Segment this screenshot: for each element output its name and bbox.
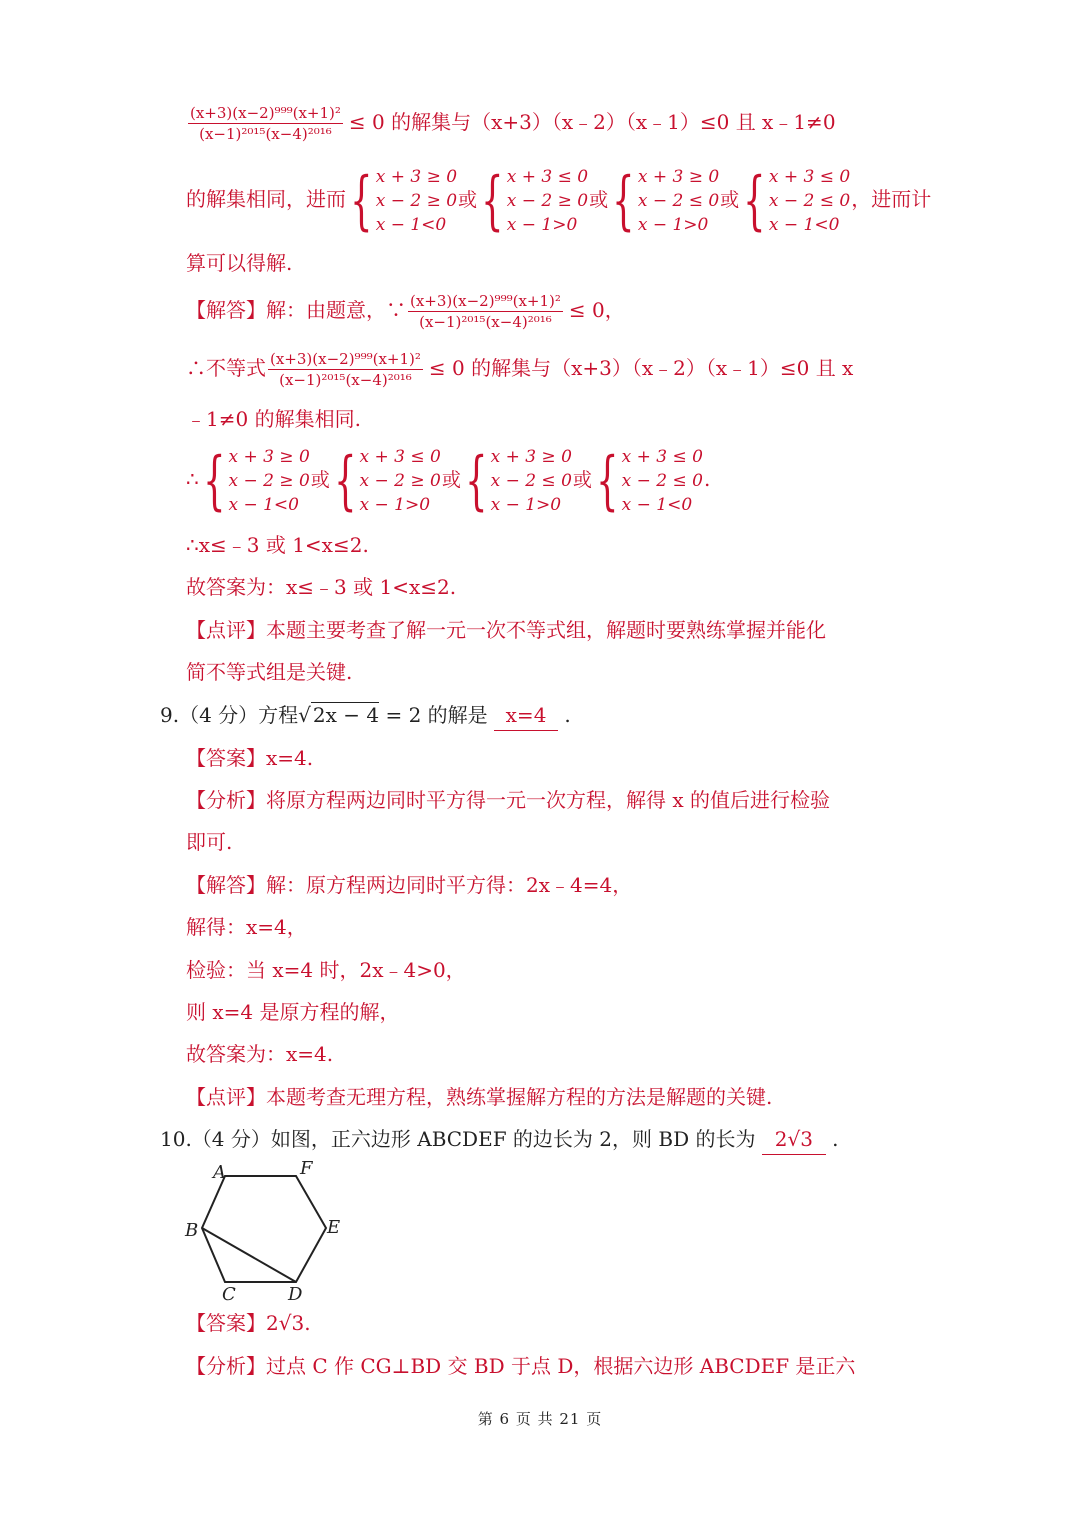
- hexagon-outline: [202, 1176, 326, 1282]
- q9-solution-4: 则 x=4 是原方程的解，: [186, 1000, 400, 1024]
- or-text: 或: [589, 189, 609, 211]
- q8-comment-line-1: 【点评】本题主要考查了解一元一次不等式组，解题时要熟练掌握并能化: [186, 618, 826, 642]
- inequality-system-4: { x + 3 ≤ 0 x − 2 ≤ 0 x − 1<0: [743, 163, 851, 238]
- q10-answer: 【答案】2√3.: [186, 1311, 311, 1335]
- q8-solution-line-1: 【解答】解：由题意，∵ $\frac{\text{(x+3)(x−2)⁹⁹⁹(x+1)²}}{\text{(x−1)²⁰¹⁵(x−4)²⁰¹⁶}}$ ≤ 0，: [186, 292, 625, 331]
- q9-analysis-2: 即可.: [186, 830, 233, 854]
- hexagon-figure: [180, 1158, 350, 1304]
- label-b: B: [185, 1220, 199, 1241]
- line-text: 的解集相同，进而: [186, 187, 346, 211]
- q8-result: ∴x≤﹣3 或 1<x≤2.: [186, 533, 369, 557]
- q9-solution-3: 检验：当 x=4 时，2x﹣4>0，: [186, 958, 466, 982]
- q8-comment-line-2: 简不等式组是关键.: [186, 660, 353, 684]
- q8-analysis-line-3: 算可以得解.: [186, 251, 293, 275]
- inequality-system-1: { x + 3 ≥ 0 x − 2 ≥ 0 x − 1<0: [350, 163, 458, 238]
- label-d: D: [288, 1284, 303, 1304]
- q8-solution-systems: ∴ { x + 3 ≥ 0 x − 2 ≥ 0 x − 1<0 或 { x + 3 ≤ 0 x − 2 ≥ 0 x − 1>0 或 { x + 3 ≥ 0 x − 2 ≤ 0 x − 1>0 或 { x + 3 ≤ 0 x − 2 ≤ 0 x − 1<0 .: [186, 443, 711, 518]
- q9-solution-5: 故答案为：x=4.: [186, 1042, 334, 1066]
- label-c: C: [222, 1284, 236, 1304]
- q8-solution-line-2: ∴不等式 $\frac{\text{(x+3)(x−2)⁹⁹⁹(x+1)²}}{\text{(x−1)²⁰¹⁵(x−4)²⁰¹⁶}}$ ≤ 0 的解集与（x+3）（x﹣2）（x﹣1）≤0 且 x: [186, 350, 854, 389]
- q9-comment: 【点评】本题考查无理方程，熟练掌握解方程的方法是解题的关键.: [186, 1085, 773, 1109]
- q8-solution-line-3: ﹣1≠0 的解集相同.: [186, 407, 361, 431]
- or-text: 或: [458, 189, 478, 211]
- label-a: A: [213, 1162, 226, 1183]
- segment-bd: [202, 1228, 296, 1282]
- q8-answer: 故答案为：x≤﹣3 或 1<x≤2.: [186, 575, 457, 599]
- q9-solution-1: 【解答】解：原方程两边同时平方得：2x﹣4=4，: [186, 873, 633, 897]
- page-footer: 第 6 页 共 21 页: [477, 1410, 603, 1428]
- inequality-system-3: { x + 3 ≥ 0 x − 2 ≤ 0 x − 1>0: [612, 163, 720, 238]
- q8-analysis-line-1: [186, 104, 836, 143]
- q9-answer: 【答案】x=4.: [186, 746, 314, 770]
- q10-analysis: 【分析】过点 C 作 CG⊥BD 交 BD 于点 D，根据六边形 ABCDEF 是正六: [186, 1354, 856, 1378]
- q10-question: 10.（4 分）如图，正六边形 ABCDEF 的边长为 2，则 BD 的长为 2√3 .: [160, 1124, 839, 1155]
- inequality-system-2: { x + 3 ≤ 0 x − 2 ≥ 0 x − 1>0: [481, 163, 589, 238]
- q10-answer-blank: 2√3: [762, 1124, 826, 1155]
- fraction-expression: [188, 104, 343, 143]
- fraction-numerator: (x+3)(x−2)⁹⁹⁹(x+1)²: [190, 104, 341, 122]
- line-text: ，进而计: [851, 187, 932, 211]
- q9-answer-blank: x=4: [494, 700, 558, 731]
- line-text: ≤ 0 的解集与（x+3）（x﹣2）（x﹣1）≤0 且 x﹣1≠0: [348, 110, 836, 134]
- q8-analysis-line-2: [186, 160, 931, 239]
- q9-analysis-1: 【分析】将原方程两边同时平方得一元一次方程，解得 x 的值后进行检验: [186, 788, 830, 812]
- or-text: 或: [720, 189, 740, 211]
- fraction-denominator: (x−1)²⁰¹⁵(x−4)²⁰¹⁶: [199, 125, 332, 143]
- label-f: F: [300, 1158, 313, 1179]
- label-e: E: [327, 1217, 341, 1238]
- q9-solution-2: 解得：x=4，: [186, 915, 307, 939]
- q9-question: 9.（4 分）方程√ 2x − 4 = 2 的解是 x=4 .: [160, 700, 571, 731]
